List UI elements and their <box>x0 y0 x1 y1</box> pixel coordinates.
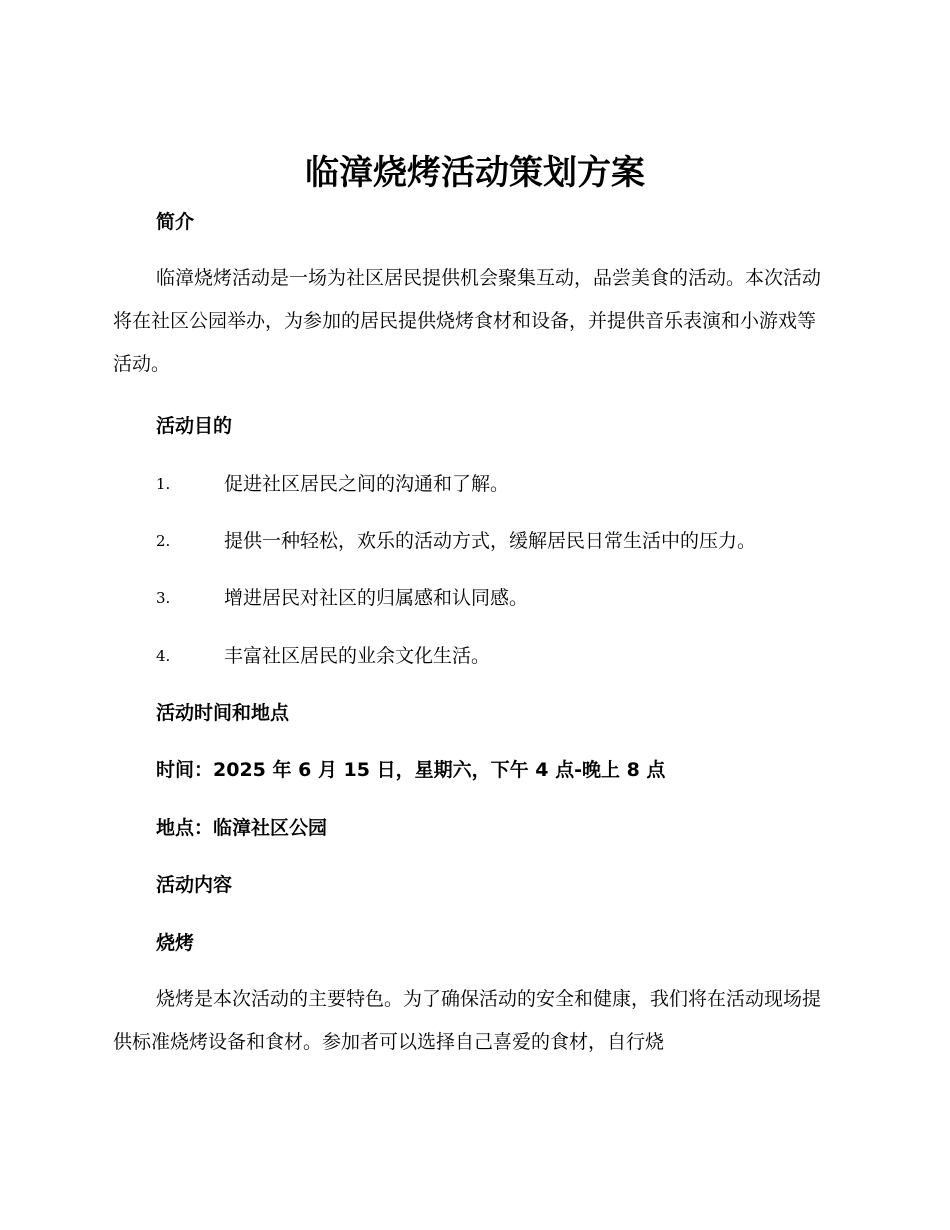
list-item-text: 提供一种轻松，欢乐的活动方式，缓解居民日常生活中的压力。 <box>224 530 757 552</box>
list-item-text: 增进居民对社区的归属感和认同感。 <box>224 587 529 609</box>
bbq-paragraph: 烧烤是本次活动的主要特色。为了确保活动的安全和健康，我们将在活动现场提供标准烧烤设备和食材。参加者可以选择自己喜爱的食材，自行烧 <box>113 988 822 1053</box>
section-heading-intro: 简介 <box>156 211 195 233</box>
section-heading-purpose: 活动目的 <box>156 415 233 437</box>
event-place: 地点：临漳社区公园 <box>156 817 328 839</box>
intro-paragraph: 临漳烧烤活动是一场为社区居民提供机会聚集互动，品尝美食的活动。本次活动将在社区公园举办，为参加的居民提供烧烤食材和设备，并提供音乐表演和小游戏等活动。 <box>113 267 822 375</box>
list-item-number: 2. <box>156 532 171 550</box>
section-heading-content: 活动内容 <box>156 874 233 896</box>
list-item-number: 3. <box>156 589 171 607</box>
list-item-text: 丰富社区居民的业余文化生活。 <box>224 645 491 667</box>
list-item-number: 4. <box>156 647 171 665</box>
subsection-heading-bbq: 烧烤 <box>156 932 195 954</box>
document-title: 临漳烧烤活动策划方案 <box>305 153 645 193</box>
event-time: 时间：2025 年 6 月 15 日，星期六，下午 4 点-晚上 8 点 <box>156 759 666 781</box>
list-item-text: 促进社区居民之间的沟通和了解。 <box>224 473 510 495</box>
section-heading-time-place: 活动时间和地点 <box>156 702 290 724</box>
list-item-number: 1. <box>156 475 171 493</box>
